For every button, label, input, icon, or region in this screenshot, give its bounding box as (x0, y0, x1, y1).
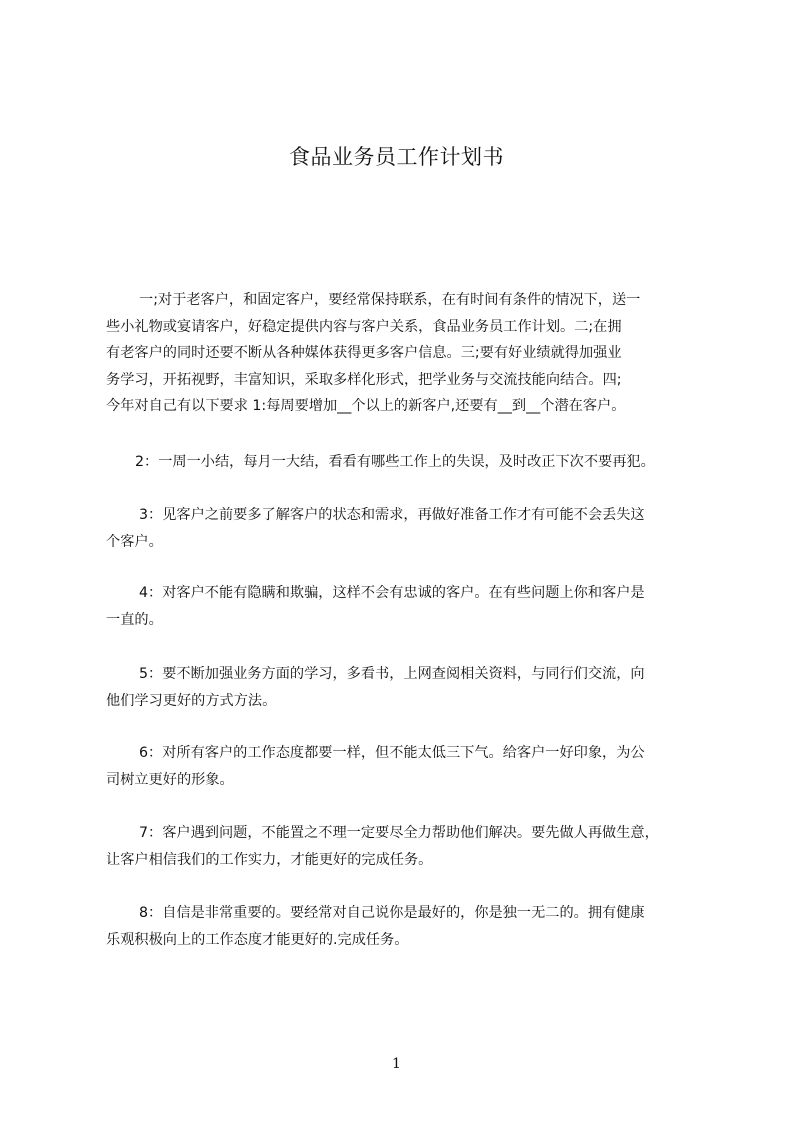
paragraph-line: 4：对客户不能有隐瞒和欺骗，这样不会有忠诚的客户。在有些问题上你和客户是 (139, 585, 645, 601)
paragraph-line: 一直的。 (106, 611, 163, 628)
paragraph-line: 他们学习更好的方式方法。 (106, 692, 277, 709)
paragraph-line: 司树立更好的形象。 (106, 771, 234, 788)
paragraph-2 (135, 449, 655, 476)
page-number: 1 (392, 1056, 401, 1072)
paragraph-3 (106, 502, 645, 555)
paragraph-line: 个客户。 (106, 533, 163, 550)
paragraph-6 (106, 740, 645, 793)
paragraph-7 (106, 820, 659, 873)
paragraph-line: 乐观积极向上的工作态度才能更好的.完成任务。 (106, 931, 409, 948)
paragraph-8 (106, 900, 645, 953)
paragraph-line: 7：客户遇到问题，不能置之不理一定要尽全力帮助他们解决。要先做人再做生意， (139, 825, 659, 841)
paragraph-line: 6：对所有客户的工作态度都要一样，但不能太低三下气。给客户一好印象，为公 (139, 745, 645, 761)
paragraph-line: 今年对自己有以下要求 1:每周要增加__个以上的新客户,还要有__到__个潜在客户。 (106, 398, 626, 414)
paragraph-line: 让客户相信我们的工作实力，才能更好的完成任务。 (106, 851, 433, 868)
paragraph-4 (106, 580, 645, 633)
paragraph-line: 一;对于老客户，和固定客户，要经常保持联系，在有时间有条件的情况下，送一 (139, 292, 641, 308)
paragraph-line: 些小礼物或宴请客户，好稳定提供内容与客户关系，食品业务员工作计划。二;在拥 (106, 318, 622, 335)
paragraph-1 (106, 287, 640, 420)
paragraph-line: 2：一周一小结，每月一大结，看看有哪些工作上的失误，及时改正下次不要再犯。 (135, 454, 655, 470)
paragraph-5 (106, 661, 645, 714)
paragraph-line: 3：见客户之前要多了解客户的状态和需求，再做好准备工作才有可能不会丢失这 (139, 507, 645, 523)
paragraph-line: 有老客户的同时还要不断从各种媒体获得更多客户信息。三;要有好业绩就得加强业 (106, 345, 622, 361)
paragraph-line: 5：要不断加强业务方面的学习，多看书，上网查阅相关资料，与同行们交流，向 (139, 666, 645, 682)
paragraph-line: 8：自信是非常重要的。要经常对自己说你是最好的，你是独一无二的。拥有健康 (139, 905, 645, 921)
page-title: 食品业务员工作计划书 (289, 145, 504, 169)
paragraph-line: 务学习，开拓视野，丰富知识，采取多样化形式，把学业务与交流技能向结合。四; (106, 371, 622, 388)
